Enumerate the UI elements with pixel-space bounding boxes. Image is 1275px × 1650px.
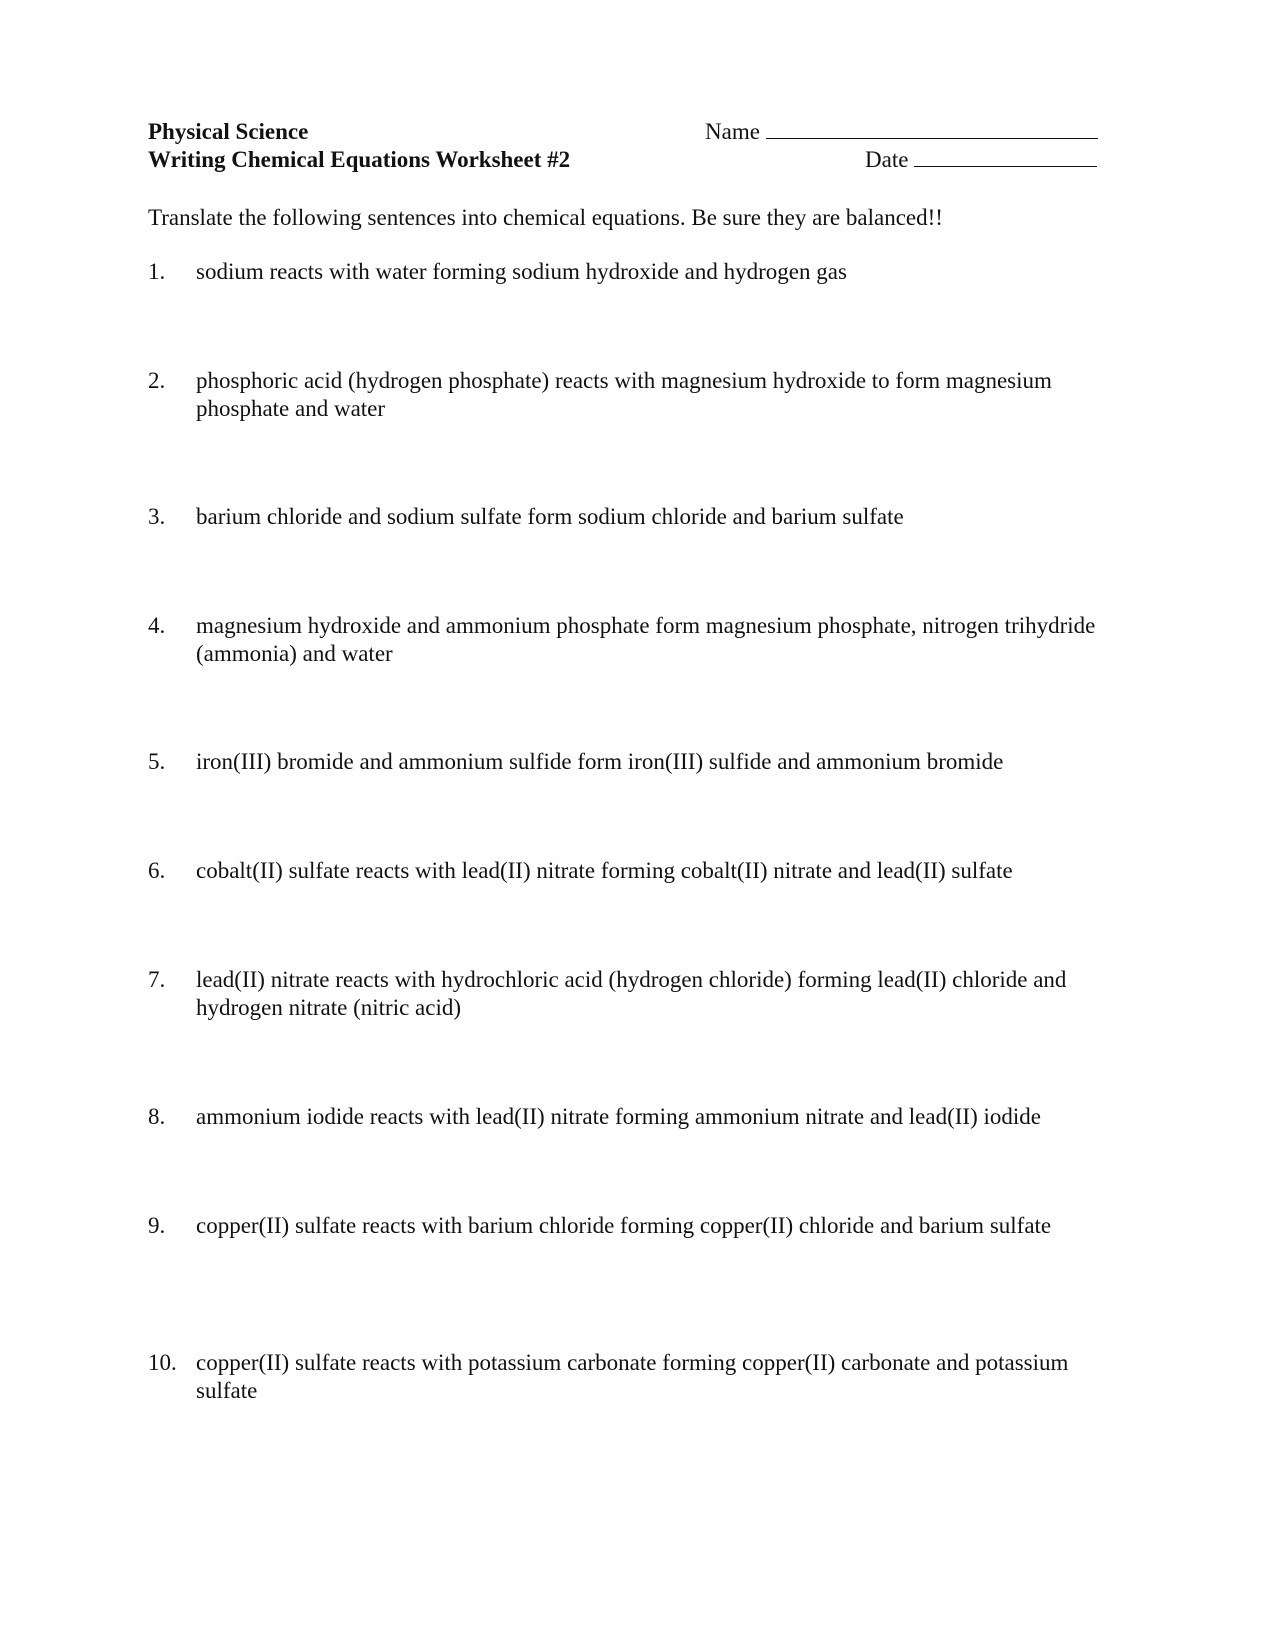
question-item [148,1349,1118,1405]
question-number: 7. [148,967,166,992]
instructions: Translate the following sentences into chemical equations. Be sure they are balanced!! [148,205,943,230]
question-text: copper(II) sulfate reacts with potassium carbonate forming copper(II) carbonate and potassium sulfate [196,1350,1069,1403]
question-text: iron(III) bromide and ammonium sulfide form iron(III) sulfide and ammonium bromide [196,749,1004,774]
name-field [705,118,1098,146]
question-number: 6. [148,858,166,883]
question-item [148,258,1118,286]
question-number: 10. [148,1350,177,1375]
worksheet-title: Writing Chemical Equations Worksheet #2 [148,147,571,172]
question-text: barium chloride and sodium sulfate form sodium chloride and barium sulfate [196,504,904,529]
question-text: sodium reacts with water forming sodium hydroxide and hydrogen gas [196,259,847,284]
question-number: 1. [148,259,166,284]
question-text: magnesium hydroxide and ammonium phosphate form magnesium phosphate, nitrogen trihydride (ammonia) and water [196,613,1096,666]
question-number: 2. [148,368,166,393]
question-item [148,367,1118,423]
date-blank-line [914,146,1097,167]
question-item [148,1103,1118,1131]
question-number: 3. [148,504,166,529]
question-item [148,503,1118,531]
question-item [148,748,1118,776]
question-text: phosphoric acid (hydrogen phosphate) reacts with magnesium hydroxide to form magnesium phosphate and water [196,368,1052,421]
name-blank-line [766,118,1098,139]
question-item [148,1212,1118,1240]
course-title: Physical Science [148,119,309,144]
question-text: cobalt(II) sulfate reacts with lead(II) nitrate forming cobalt(II) nitrate and lead(II) sulfate [196,858,1013,883]
name-label: Name [705,119,760,144]
question-item [148,966,1118,1022]
date-field [865,146,1097,174]
question-text: ammonium iodide reacts with lead(II) nitrate forming ammonium nitrate and lead(II) iodide [196,1104,1041,1129]
date-label: Date [865,147,909,172]
worksheet-header [148,118,570,174]
question-number: 5. [148,749,166,774]
question-number: 9. [148,1213,166,1238]
question-item [148,612,1118,668]
question-number: 4. [148,613,166,638]
question-item [148,857,1118,885]
question-text: copper(II) sulfate reacts with barium chloride forming copper(II) chloride and barium sulfate [196,1213,1052,1238]
question-number: 8. [148,1104,166,1129]
question-text: lead(II) nitrate reacts with hydrochloric acid (hydrogen chloride) forming lead(II) chloride and hydrogen nitrate (nitric acid) [196,967,1067,1020]
